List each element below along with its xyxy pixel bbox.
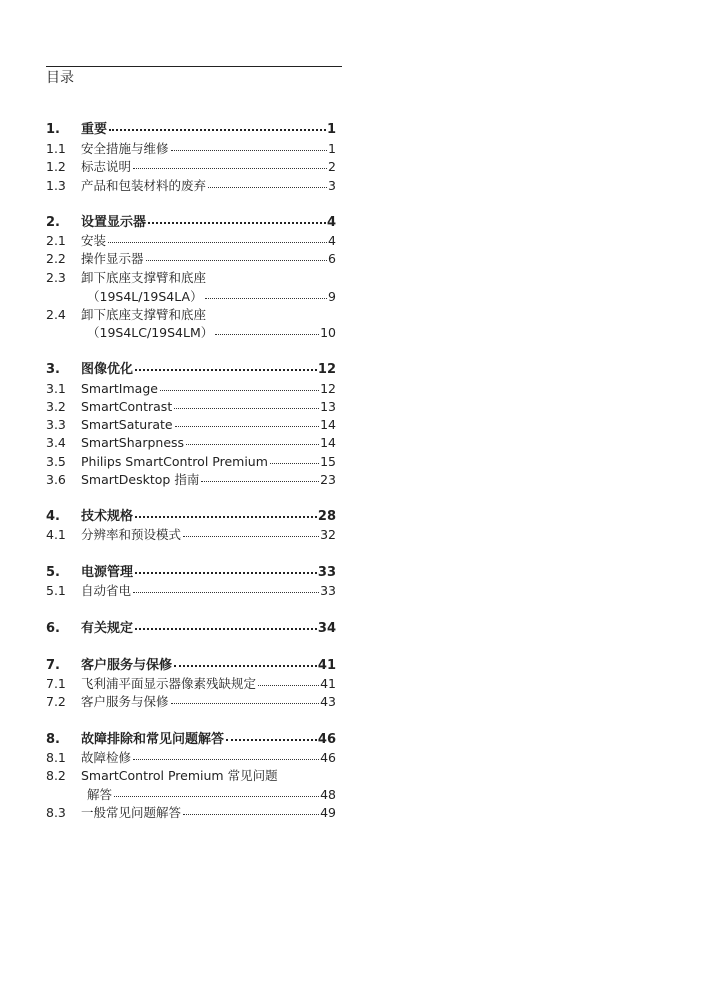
toc-section-row[interactable] (46, 434, 336, 452)
toc-entry-title: 技术规格 (81, 509, 134, 524)
dot-leader (133, 167, 327, 169)
toc-chapter-row[interactable] (46, 620, 336, 638)
toc-entry (81, 121, 336, 139)
dot-leader (133, 758, 319, 760)
toc-number: 3.2 (46, 399, 66, 414)
toc-section-row[interactable] (46, 526, 336, 544)
toc-entry (81, 693, 336, 711)
toc-number: 1.3 (46, 178, 66, 193)
toc-entry-title: 分辨率和预设模式 (81, 527, 182, 542)
toc-number: 5. (46, 565, 60, 580)
dot-leader (135, 571, 317, 574)
toc-entry-title: 有关规定 (81, 621, 134, 636)
toc-number: 3.1 (46, 381, 66, 396)
toc-section-row[interactable] (46, 177, 336, 195)
toc-number: 3.5 (46, 454, 66, 469)
toc-entry (81, 526, 336, 544)
toc-entry-title: 安全措施与维修 (81, 141, 169, 156)
dot-leader (148, 221, 326, 224)
toc-page-number: 13 (320, 399, 336, 414)
toc-entry (81, 306, 336, 324)
toc-entry-title: SmartDesktop 指南 (81, 472, 200, 487)
toc-page-number: 23 (320, 472, 336, 487)
dot-leader (171, 702, 320, 704)
dot-leader (146, 259, 328, 261)
toc-section-row[interactable] (46, 453, 336, 471)
toc-page-number: 33 (320, 583, 336, 598)
toc-number: 7.1 (46, 676, 66, 691)
dot-leader (109, 128, 326, 131)
toc-page-number: 10 (320, 325, 336, 340)
title-rule (46, 66, 342, 67)
toc-page-number: 6 (328, 251, 336, 266)
toc-section-row[interactable] (46, 582, 336, 600)
toc-entry-title: 产品和包装材料的废弃 (81, 178, 207, 193)
toc-entry (81, 657, 336, 675)
toc-entry (81, 564, 336, 582)
toc-number: 2.4 (46, 307, 66, 322)
dot-leader (201, 480, 319, 482)
toc-section-row[interactable] (46, 398, 336, 416)
toc-chapter-row[interactable] (46, 508, 336, 526)
toc-page-number: 28 (317, 509, 336, 524)
toc-chapter-row[interactable] (46, 564, 336, 582)
toc-entry (81, 508, 336, 526)
toc-entry (81, 434, 336, 452)
toc-chapter-row[interactable] (46, 361, 336, 379)
toc-entry-title: 故障检修 (81, 750, 132, 765)
toc-section-row[interactable] (46, 416, 336, 434)
toc-entry (81, 804, 336, 822)
toc-entry-title: 卸下底座支撑臂和底座 (81, 307, 207, 322)
toc-entry-title: Philips SmartControl Premium (81, 454, 268, 469)
dot-leader (258, 684, 319, 686)
toc-entry (81, 582, 336, 600)
toc-entry-title: SmartSaturate (81, 417, 173, 432)
toc-number: 8.3 (46, 805, 66, 820)
dot-leader (133, 591, 319, 593)
toc-number: 8.1 (46, 750, 66, 765)
toc-number: 8.2 (46, 768, 66, 783)
dot-leader (174, 407, 319, 409)
toc-number: 2.1 (46, 233, 66, 248)
toc-section-row[interactable] (46, 749, 336, 767)
toc-page-number: 2 (328, 159, 336, 174)
dot-leader (270, 462, 319, 464)
toc-entry-title: SmartContrast (81, 399, 173, 414)
toc-entry (81, 416, 336, 434)
dot-leader (135, 368, 317, 371)
toc-entry-title: 安装 (81, 233, 107, 248)
toc-number: 7. (46, 658, 60, 673)
toc-entry (81, 749, 336, 767)
toc-number: 8. (46, 732, 60, 747)
toc-entry-title: 故障排除和常见问题解答 (81, 732, 225, 747)
toc-entry-title: 电源管理 (81, 565, 134, 580)
dot-leader (208, 186, 327, 188)
dot-leader (175, 425, 319, 427)
toc-page-number: 12 (317, 362, 336, 377)
toc-page-number: 48 (320, 787, 336, 802)
dot-leader (205, 297, 327, 299)
toc-number: 1.2 (46, 159, 66, 174)
toc-section-row[interactable] (46, 232, 336, 250)
toc-page-number: 3 (328, 178, 336, 193)
toc-entry-title: 客户服务与保修 (81, 658, 173, 673)
toc-page-number: 32 (320, 527, 336, 542)
toc-page-number: 46 (320, 750, 336, 765)
toc-number: 4. (46, 509, 60, 524)
dot-leader (226, 738, 317, 741)
toc-entry-title: SmartSharpness (81, 435, 185, 450)
toc-section-row[interactable] (46, 767, 336, 785)
toc-entry (81, 675, 336, 693)
toc-entry (81, 786, 336, 804)
toc-number: 1.1 (46, 141, 66, 156)
dot-leader (174, 664, 317, 667)
toc-number: 4.1 (46, 527, 66, 542)
toc-number: 1. (46, 122, 60, 137)
toc-entry (81, 620, 336, 638)
toc-entry (81, 471, 336, 489)
toc-section-row[interactable] (46, 250, 336, 268)
toc-number: 6. (46, 621, 60, 636)
toc-page-number: 15 (320, 454, 336, 469)
toc-page-number: 41 (317, 658, 336, 673)
toc-page-number: 1 (328, 141, 336, 156)
toc-chapter-row[interactable] (46, 121, 336, 139)
toc-entry-title: 一般常见问题解答 (81, 805, 182, 820)
toc-section-row[interactable] (46, 786, 336, 804)
toc-page-number: 41 (320, 676, 336, 691)
toc-entry-title: 操作显示器 (81, 251, 144, 266)
toc-entry-title: （19S4LC/19S4LM） (87, 325, 214, 340)
toc-chapter-row[interactable] (46, 657, 336, 675)
toc-section-row[interactable] (46, 306, 336, 324)
toc-number: 3.6 (46, 472, 66, 487)
toc-section-row[interactable] (46, 269, 336, 287)
dot-leader (183, 813, 319, 815)
dot-leader (171, 149, 328, 151)
toc-entry (81, 767, 336, 785)
toc-number: 5.1 (46, 583, 66, 598)
toc-page-number: 1 (326, 122, 336, 137)
dot-leader (108, 241, 327, 243)
toc-number: 2.2 (46, 251, 66, 266)
toc-page-number: 46 (317, 732, 336, 747)
dot-leader (135, 515, 317, 518)
toc-page-number: 34 (317, 621, 336, 636)
toc-entry (81, 269, 336, 287)
toc-entry (81, 232, 336, 250)
toc-entry (81, 380, 336, 398)
toc-page-number: 14 (320, 435, 336, 450)
toc-chapter-row[interactable] (46, 731, 336, 749)
toc-entry-title: （19S4L/19S4LA） (87, 289, 203, 304)
toc-section-row[interactable] (46, 140, 336, 158)
toc-section-row[interactable] (46, 288, 336, 306)
toc-entry (81, 250, 336, 268)
dot-leader (114, 795, 319, 797)
toc-entry-title: SmartImage (81, 381, 158, 396)
toc-number: 3. (46, 362, 60, 377)
toc-section-row[interactable] (46, 471, 336, 489)
toc-entry-title: 卸下底座支撑臂和底座 (81, 270, 207, 285)
toc-page-number: 43 (320, 694, 336, 709)
dot-leader (186, 443, 319, 445)
toc-section-row[interactable] (46, 158, 336, 176)
toc-entry-title: 解答 (87, 787, 113, 802)
toc-entry (81, 398, 336, 416)
toc-page-number: 33 (317, 565, 336, 580)
dot-leader (160, 389, 319, 391)
toc-entry (81, 158, 336, 176)
dot-leader (135, 627, 317, 630)
toc-entry (81, 453, 336, 471)
toc-chapter-row[interactable] (46, 214, 336, 232)
toc-entry (81, 361, 336, 379)
toc-number: 7.2 (46, 694, 66, 709)
toc-page-number: 9 (328, 289, 336, 304)
toc-page-number: 49 (320, 805, 336, 820)
toc-page-number: 14 (320, 417, 336, 432)
toc-number: 2. (46, 215, 60, 230)
toc-entry-title: 重要 (81, 122, 108, 137)
toc-entry-title: 标志说明 (81, 159, 132, 174)
toc-entry (81, 177, 336, 195)
toc-page-number: 4 (328, 233, 336, 248)
dot-leader (215, 333, 319, 335)
toc-entry (81, 214, 336, 232)
toc-number: 3.3 (46, 417, 66, 432)
toc-entry (81, 731, 336, 749)
toc-number: 2.3 (46, 270, 66, 285)
toc-entry-title: 客户服务与保修 (81, 694, 169, 709)
toc-page-number: 4 (326, 215, 336, 230)
toc-section-row[interactable] (46, 324, 336, 342)
toc-section-row[interactable] (46, 675, 336, 693)
toc-entry-title: SmartControl Premium 常见问题 (81, 768, 278, 783)
toc-section-row[interactable] (46, 380, 336, 398)
toc-entry (81, 324, 336, 342)
toc-section-row[interactable] (46, 693, 336, 711)
toc-entry-title: 图像优化 (81, 362, 134, 377)
toc-entry-title: 自动省电 (81, 583, 132, 598)
toc-page-number: 12 (320, 381, 336, 396)
toc-number: 3.4 (46, 435, 66, 450)
toc-title: 目录 (46, 70, 74, 86)
toc-entry (81, 288, 336, 306)
toc-entry-title: 设置显示器 (81, 215, 147, 230)
toc-entry-title: 飞利浦平面显示器像素残缺规定 (81, 676, 257, 691)
toc-entry (81, 140, 336, 158)
toc-section-row[interactable] (46, 804, 336, 822)
dot-leader (183, 535, 319, 537)
